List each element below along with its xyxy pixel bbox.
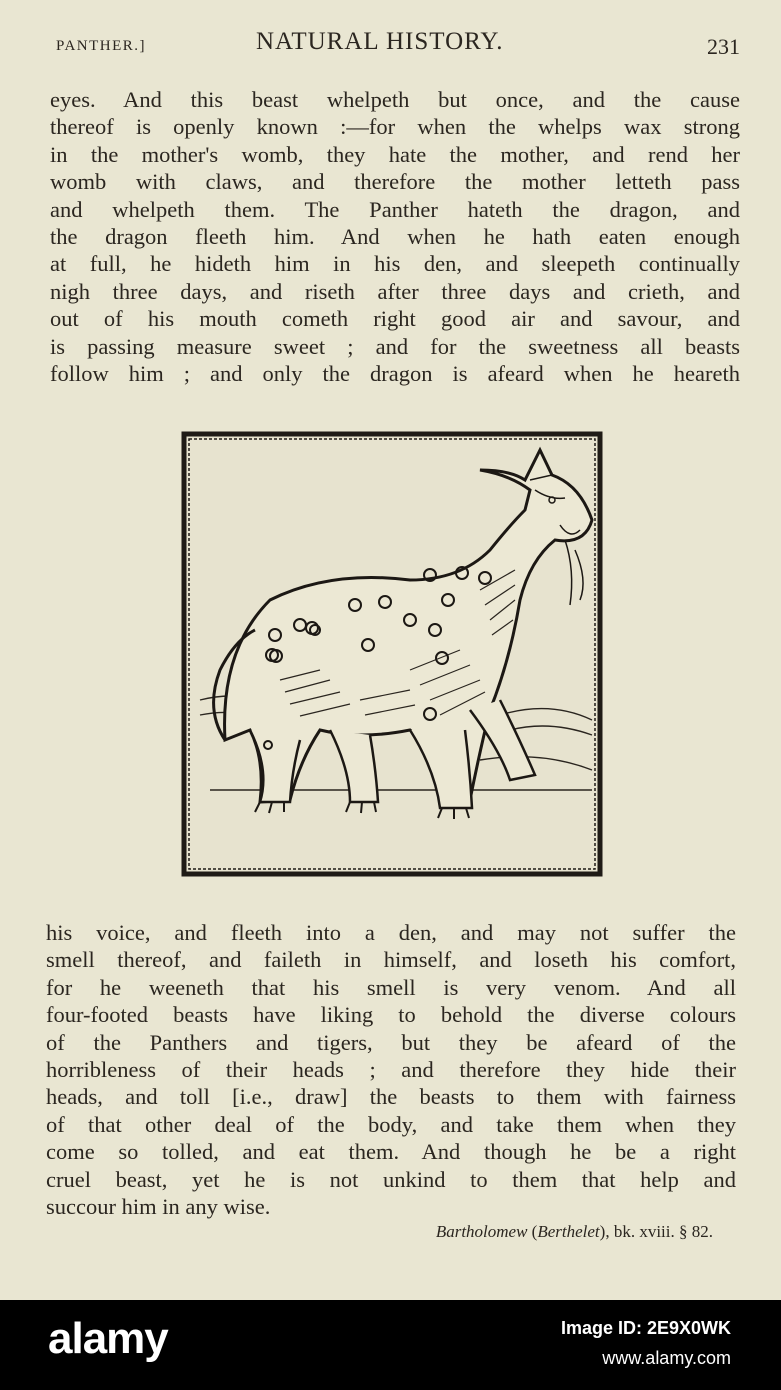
text-line: the dragon fleeth him. And when he hath eaten enough [50,224,740,250]
image-id-label: Image ID: 2E9X0WK [560,1318,731,1338]
paragraph-top [50,86,740,387]
text-line: is passing measure sweet ; and for the sweetness all beasts [50,333,740,359]
watermark-footer [0,1300,781,1390]
text-line: his voice, and fleeth into a den, and may not suffer the [46,920,736,945]
text-line: in the mother's womb, they hate the mother, and rend her [50,141,740,167]
citation-reference: bk. xviii. § 82. [613,1222,713,1241]
citation-translator: Berthelet [537,1222,600,1241]
text-line: horribleness of their heads ; and therefore they hide their [46,1057,736,1083]
citation-author: Bartholomew [435,1222,528,1241]
text-line: for he weeneth that his smell is very venom. And all [46,974,736,1000]
panther-woodcut-illustration [180,430,604,878]
running-head-title: NATURAL HISTORY. [256,28,504,55]
text-line: four-footed beasts have liking to behold the diverse colours [46,1002,736,1028]
text-line: eyes. And this beast whelpeth but once, and the cause [50,87,740,112]
text-line: at full, he hideth him in his den, and sleepeth continually [50,251,740,277]
text-line: out of his mouth cometh right good air and savour, and [50,306,740,332]
text-line: of the Panthers and tigers, but they be afeard of the [46,1029,736,1055]
text-line: womb with claws, and therefore the mother letteth pass [50,169,740,195]
text-line: cruel beast, yet he is not unkind to them that help and [46,1166,736,1192]
running-header [50,28,740,60]
text-line: come so tolled, and eat them. And though he be a right [46,1139,736,1165]
paragraph-bottom [46,919,736,1220]
page-number: 231 [707,34,740,59]
text-line: smell thereof, and faileth in himself, and loseth his comfort, [46,947,736,973]
text-line: follow him ; and only the dragon is afeard when he heareth [50,361,740,387]
watermark-url: www.alamy.com [602,1348,731,1368]
text-line: thereof is openly known :—for when the whelps wax strong [50,114,740,140]
citation: Bartholomew (Berthelet), bk. xviii. § 82. [435,1222,713,1241]
running-head-left: PANTHER.] [56,38,147,54]
text-line: nigh three days, and riseth after three days and crieth, and [50,278,740,304]
text-line: of that other deal of the body, and take them when they [46,1111,736,1137]
text-line: heads, and toll [i.e., draw] the beasts to them with fairness [46,1084,736,1110]
text-line: and whelpeth them. The Panther hateth the dragon, and [50,196,740,222]
alamy-logo: alamy [48,1314,168,1363]
text-line: succour him in any wise. [46,1194,271,1220]
